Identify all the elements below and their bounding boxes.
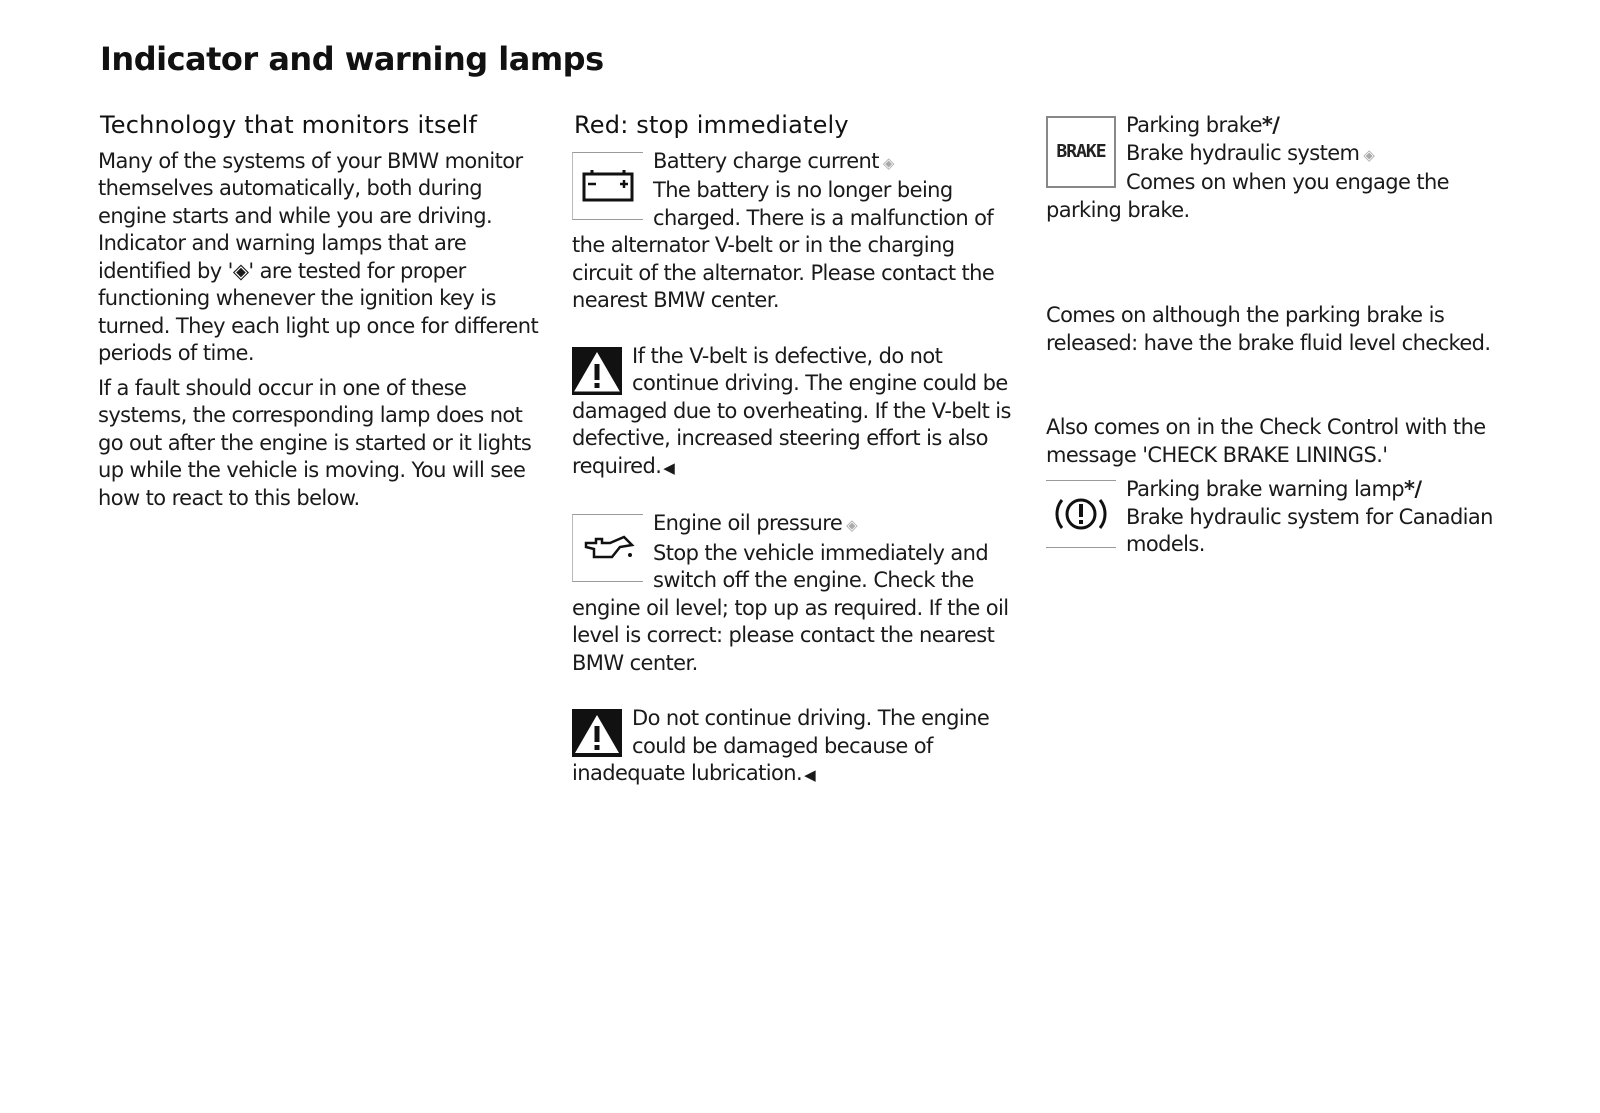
column-red-lamps [572, 112, 1017, 818]
oil-warning-text: Do not continue driving. The engine could be damaged because of inadequate lubrication. [572, 706, 990, 785]
vbelt-warning-entry [572, 343, 1017, 483]
battery-icon [572, 152, 643, 220]
brake-title-1: Parking brake [1126, 113, 1262, 137]
section-heading-red: Red: stop immediately [574, 111, 849, 139]
battery-text: The battery is no longer being charged. There is a malfunction of the alternator V-belt or in the charging circuit of the alternator. Please contact the nearest BMW center. [572, 178, 995, 312]
end-mark-icon: ◀ [663, 458, 675, 477]
oil-can-icon [572, 514, 643, 582]
tested-marker-icon: ◈ [1363, 145, 1375, 164]
battery-lamp-entry [572, 148, 1017, 315]
end-mark-icon: ◀ [804, 766, 815, 784]
brake-text: Comes on when you engage the parking brake. [1046, 170, 1450, 222]
brake-warning-circle-icon [1046, 480, 1116, 548]
warning-triangle-icon [572, 709, 622, 757]
column-brake-lamps [1046, 112, 1496, 587]
oil-text: Stop the vehicle immediately and switch off the engine. Check the engine oil level; top up as required. If the oil level is correct: please contact the nearest BMW center. [572, 540, 1009, 675]
canada-brake-lamp-entry [1046, 476, 1496, 559]
oil-warning-entry [572, 705, 1017, 790]
vbelt-warning-text: If the V-belt is defective, do not continue driving. The engine could be damaged due to overheating. If the V-belt is defective, increased steering effort is also required. [572, 343, 1011, 478]
brake-lamp-entry [1046, 112, 1496, 224]
check-control-text: Also comes on in the Check Control with the message 'CHECK BRAKE LININGS.' [1046, 415, 1486, 467]
optional-star-mark: */ [1261, 113, 1280, 137]
brake-title-2: Brake hydraulic system [1126, 140, 1360, 165]
optional-star-mark: */ [1404, 477, 1422, 501]
intro-paragraph-1: Many of the systems of your BMW monitor themselves automatically, both during engine starts and while you are driving. Indicator and warning lamps that are identified by '◈' are tested for proper functioning whenever the ignition key is turned. They each light up once for different periods of time. [98, 148, 539, 365]
brake-fluid-text: Comes on although the parking brake is released: have the brake fluid level checked. [1046, 303, 1491, 355]
intro-paragraph-2: If a fault should occur in one of these systems, the corresponding lamp does not go out after the engine is started or it lights up while the vehicle is moving. You will see how to react to this below. [98, 375, 532, 510]
brake-icon-label: BRAKE [1056, 141, 1106, 163]
tested-marker-icon: ◈ [846, 516, 858, 534]
section-heading-technology: Technology that monitors itself [100, 111, 478, 139]
canada-title-1: Parking brake warning lamp [1126, 477, 1405, 501]
canada-title-2: Brake hydraulic system for Canadian models. [1126, 504, 1493, 556]
oil-title: Engine oil pressure [653, 511, 843, 535]
battery-title: Battery charge current [653, 148, 879, 173]
warning-triangle-icon [572, 347, 622, 395]
column-intro [98, 112, 548, 519]
tested-marker-icon: ◈ [882, 153, 894, 172]
page-title: Indicator and warning lamps [100, 40, 604, 78]
brake-icon [1046, 116, 1116, 188]
oil-lamp-entry [572, 510, 1017, 677]
